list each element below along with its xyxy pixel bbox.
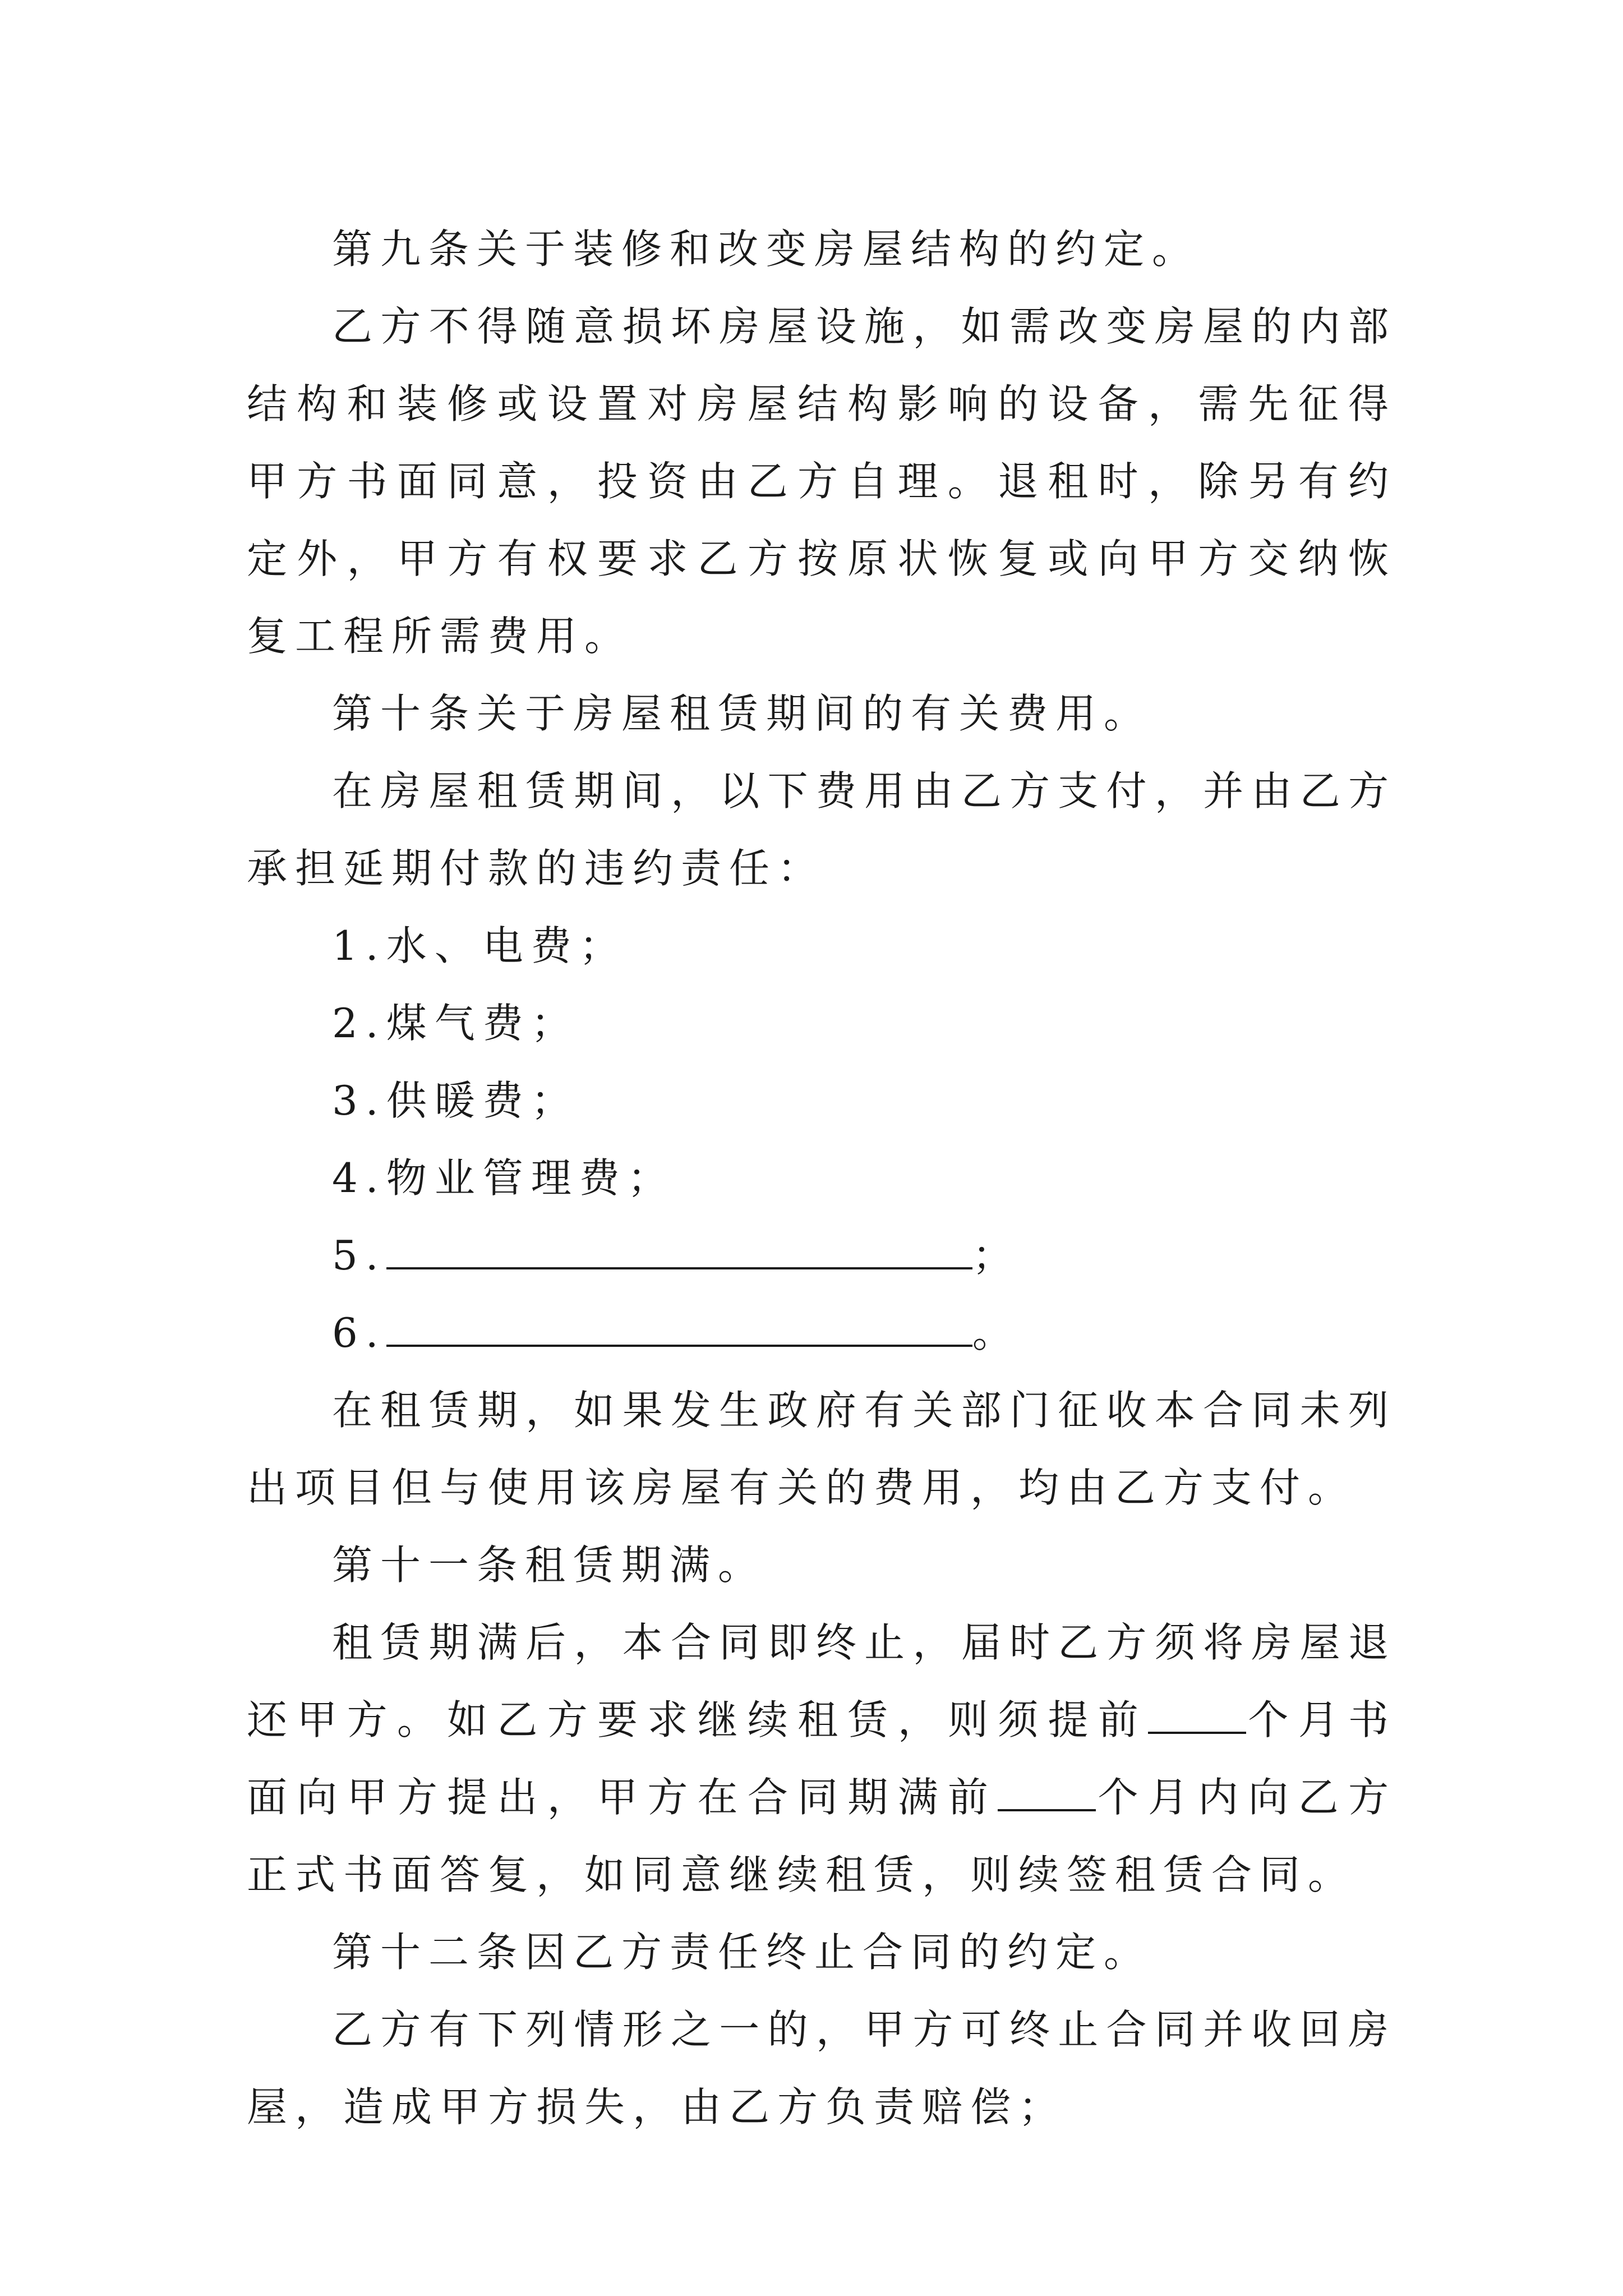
fee-item-6-blank[interactable]	[386, 1311, 972, 1347]
fee-item-5-suffix: ；	[972, 1232, 1021, 1279]
fee-item-5-prefix: 5.	[332, 1232, 386, 1279]
article-12-title: 第十二条因乙方责任终止合同的约定。	[332, 1929, 1152, 1976]
article-11-text-3: 个月内向乙方正式书面答复，如同意继续租赁，则续签租赁合同。	[247, 1774, 1396, 1898]
fee-item-5	[247, 1217, 1396, 1294]
fee-item-3: 3.供暖费；	[332, 1077, 579, 1124]
fee-item-5-blank[interactable]	[386, 1234, 972, 1269]
article-11-title: 第十一条租赁期满。	[332, 1542, 767, 1589]
notice-months-blank[interactable]	[1148, 1698, 1246, 1734]
fee-item-1: 1.水、电费；	[332, 922, 628, 969]
fee-item-6-prefix: 6.	[332, 1309, 386, 1356]
article-10-extra: 在租赁期，如果发生政府有关部门征收本合同未列出项目但与使用该房屋有关的费用，均由乙方支付。	[247, 1387, 1396, 1511]
document-body	[247, 210, 1396, 2146]
article-11-body	[247, 1604, 1396, 1913]
fee-item-6-suffix: 。	[972, 1309, 1021, 1356]
article-11-text-1: 租赁期满后，本合同即终止，届时乙方须将房屋退还甲方。如乙方要求继续租赁，则须提前	[247, 1619, 1396, 1743]
article-9-title: 第九条关于装修和改变房屋结构的约定。	[332, 226, 1201, 273]
reply-months-blank[interactable]	[998, 1775, 1096, 1811]
article-12-body: 乙方有下列情形之一的，甲方可终止合同并收回房屋，造成甲方损失，由乙方负责赔偿；	[247, 2006, 1396, 2131]
article-10-intro: 在房屋租赁期间，以下费用由乙方支付，并由乙方承担延期付款的违约责任：	[247, 767, 1396, 892]
article-10-title: 第十条关于房屋租赁期间的有关费用。	[332, 690, 1152, 737]
fee-item-2: 2.煤气费；	[332, 1000, 579, 1047]
fee-item-4: 4.物业管理费；	[332, 1154, 676, 1202]
article-11-text-2: 个月书面向甲方提出，甲方在合同期满前	[247, 1696, 1396, 1821]
fee-item-6	[247, 1294, 1396, 1372]
article-9-body: 乙方不得随意损坏房屋设施，如需改变房屋的内部结构和装修或设置对房屋结构影响的设备，需先征得甲方书面同意，投资由乙方自理。退租时，除另有约定外，甲方有权要求乙方按原状恢复或向甲方交纳恢复工程所需费用。	[247, 303, 1396, 660]
